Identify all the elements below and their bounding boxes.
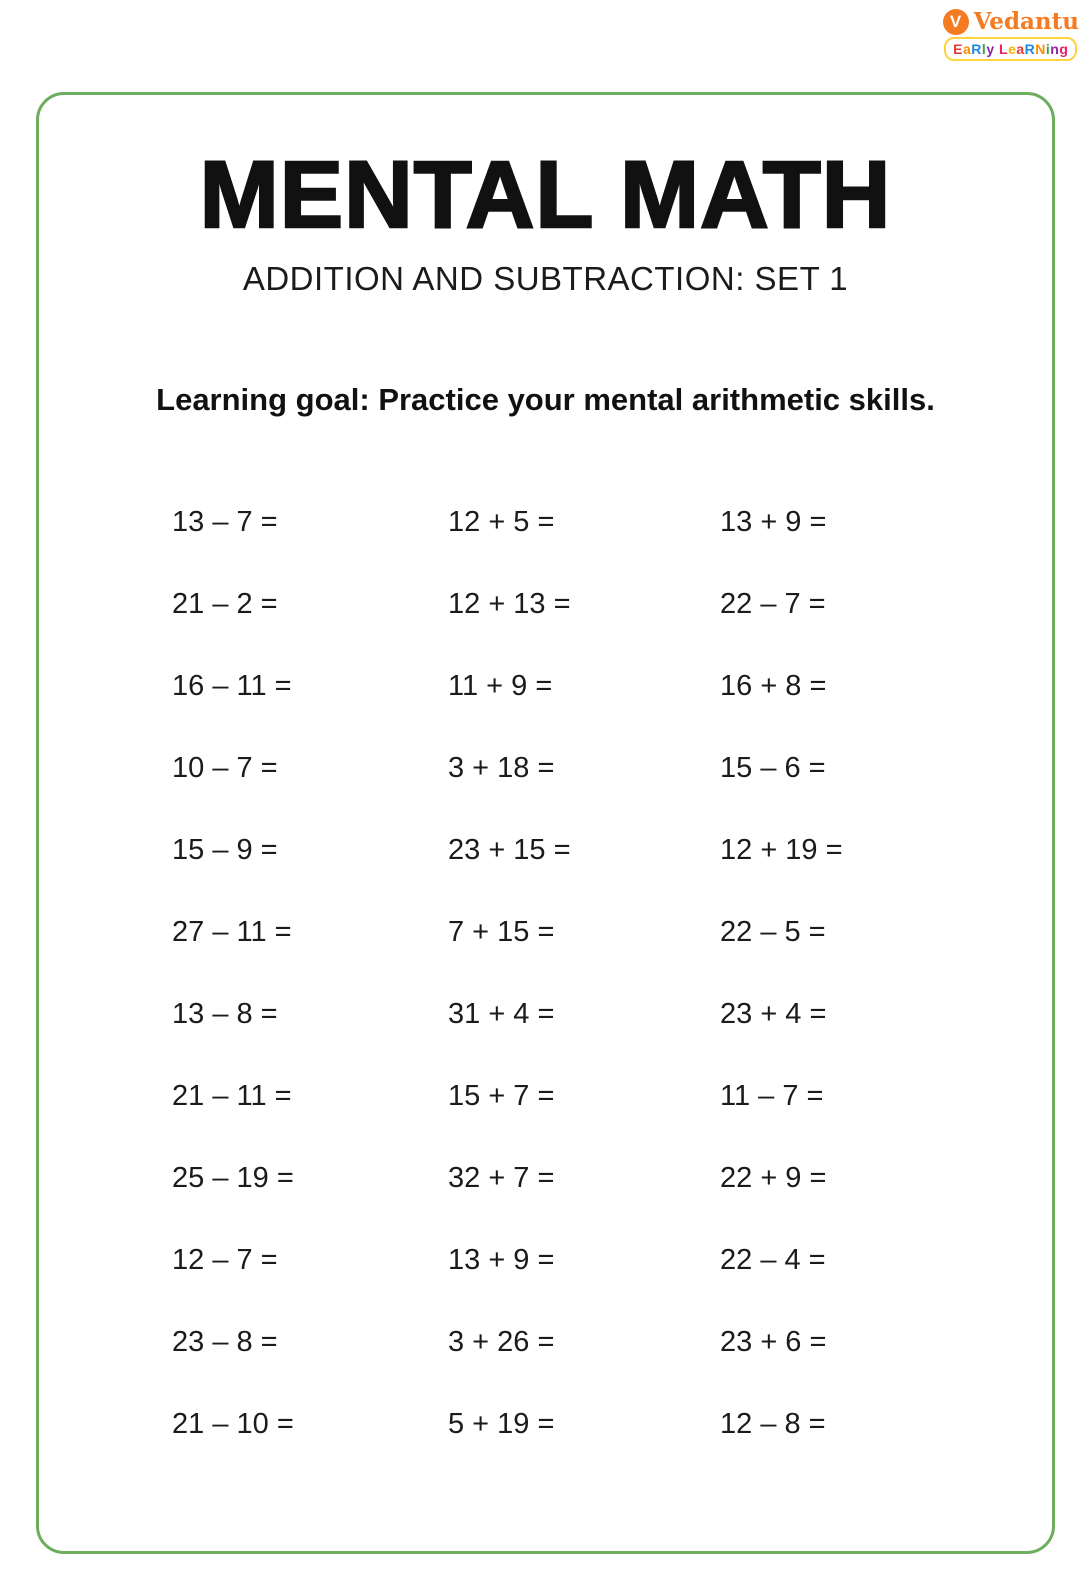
problem: 11 + 9 = (448, 669, 553, 702)
problem: 7 + 15 = (448, 915, 555, 948)
worksheet-subtitle: ADDITION AND SUBTRACTION: SET 1 (242, 260, 849, 297)
vedantu-brand-text: Vedantu (973, 8, 1079, 35)
problem-row (172, 973, 1052, 1055)
problem-row (172, 481, 1052, 563)
problem: 12 – 8 = (720, 1407, 826, 1440)
tagline-letter: y (986, 41, 995, 57)
problem: 21 – 10 = (172, 1407, 294, 1440)
worksheet-title: MENTAL MATH (199, 142, 892, 248)
problem-row (172, 645, 1052, 727)
problem: 21 – 2 = (172, 587, 278, 620)
worksheet-sheet (36, 92, 1055, 1554)
problem: 12 + 19 = (720, 833, 843, 866)
early-learning-tagline (944, 37, 1077, 61)
problem: 22 + 9 = (720, 1161, 827, 1194)
vedantu-v-icon: V (943, 9, 969, 35)
problem: 31 + 4 = (448, 997, 555, 1030)
tagline-letter: a (963, 41, 972, 57)
problem: 23 + 15 = (448, 833, 571, 866)
problem-row (172, 1219, 1052, 1301)
problem: 11 – 7 = (720, 1079, 824, 1112)
problem: 12 + 13 = (448, 587, 571, 620)
problem: 15 – 6 = (720, 751, 826, 784)
problem-row (172, 809, 1052, 891)
problem: 12 – 7 = (172, 1243, 278, 1276)
problem-row (172, 563, 1052, 645)
problem: 23 – 8 = (172, 1325, 278, 1358)
problem: 22 – 4 = (720, 1243, 826, 1276)
problem: 12 + 5 = (448, 505, 555, 538)
tagline-letter: e (1008, 41, 1017, 57)
problem: 27 – 11 = (172, 915, 292, 948)
problem-row (172, 1383, 1052, 1465)
tagline-letter: a (1016, 41, 1025, 57)
problem: 13 + 9 = (448, 1243, 555, 1276)
tagline-letter: L (999, 41, 1009, 57)
problem: 23 + 4 = (720, 997, 827, 1030)
vedantu-logo (943, 8, 1079, 61)
tagline-letter: R (1024, 41, 1036, 57)
problem: 13 – 7 = (172, 505, 278, 538)
problem: 23 + 6 = (720, 1325, 827, 1358)
problem: 15 + 7 = (448, 1079, 555, 1112)
problem: 22 – 7 = (720, 587, 826, 620)
problems-grid (172, 481, 1052, 1465)
problem: 22 – 5 = (720, 915, 826, 948)
problem: 25 – 19 = (172, 1161, 294, 1194)
problem: 21 – 11 = (172, 1079, 292, 1112)
problem: 3 + 18 = (448, 751, 555, 784)
tagline-letter: R (971, 41, 982, 57)
tagline-letter: E (953, 41, 963, 57)
tagline-letter: l (981, 41, 987, 57)
problem: 10 – 7 = (172, 751, 278, 784)
problem-row (172, 1137, 1052, 1219)
tagline-letter: n (1050, 41, 1060, 57)
learning-goal: Learning goal: Practice your mental arithmetic skills. (156, 382, 935, 417)
tagline-letter: g (1059, 41, 1069, 57)
problem: 13 – 8 = (172, 997, 278, 1030)
problem: 13 + 9 = (720, 505, 827, 538)
problem-row (172, 1301, 1052, 1383)
logo-row (943, 8, 1079, 35)
problem-row (172, 1055, 1052, 1137)
tagline-letter: i (1045, 41, 1051, 57)
problem-row (172, 891, 1052, 973)
problem: 5 + 19 = (448, 1407, 555, 1440)
problem: 16 – 11 = (172, 669, 292, 702)
problem: 16 + 8 = (720, 669, 827, 702)
problem: 32 + 7 = (448, 1161, 555, 1194)
problem-row (172, 727, 1052, 809)
problem: 3 + 26 = (448, 1325, 555, 1358)
problem: 15 – 9 = (172, 833, 278, 866)
tagline-letter: N (1035, 41, 1046, 57)
